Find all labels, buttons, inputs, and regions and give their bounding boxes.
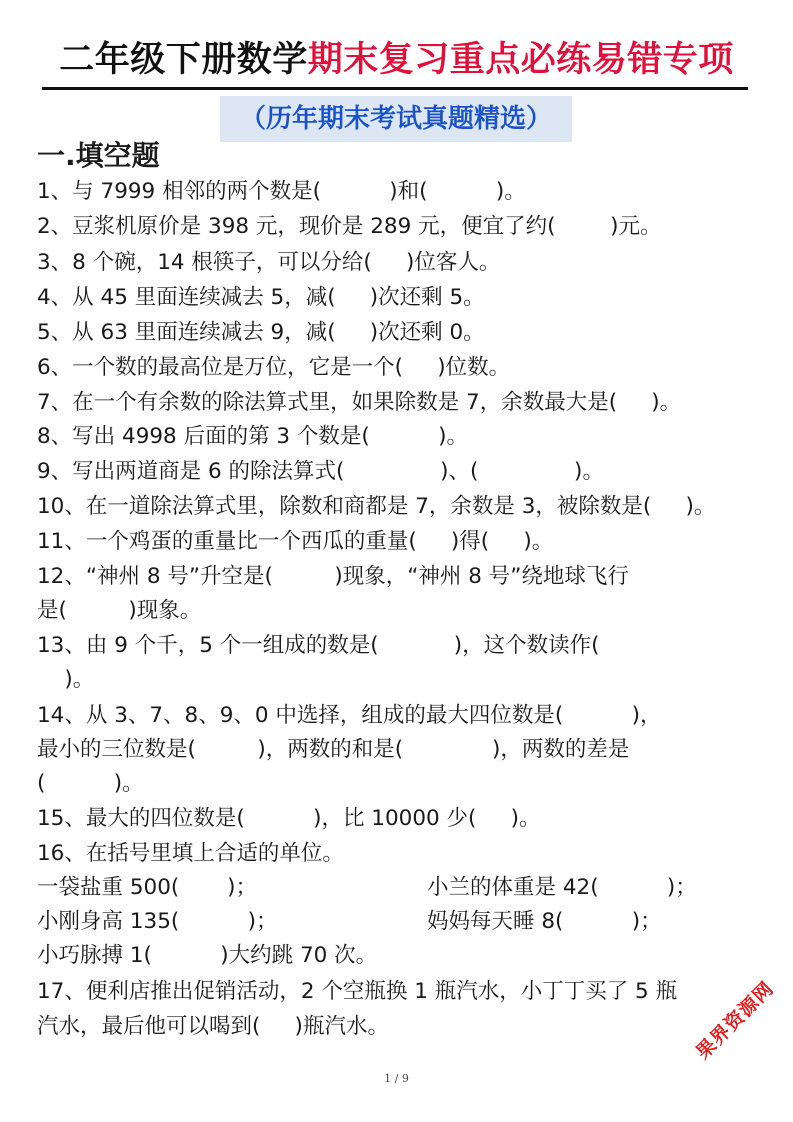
question-line: 是( )现象。 [37, 598, 202, 623]
page-number: 1 / 9 [384, 1072, 409, 1085]
title-underline [42, 87, 748, 90]
question-line: 一袋盐重 500( )； [37, 875, 257, 900]
document-title [0, 38, 793, 82]
question-line: 9、写出两道商是 6 的除法算式( )、( )。 [37, 459, 604, 484]
question-line: ( )。 [37, 771, 144, 796]
watermark: 果界资源网 [691, 977, 779, 1064]
question-line: 2、豆浆机原价是 398 元，现价是 289 元，便宜了约( )元。 [37, 214, 662, 239]
question-line: 最小的三位数是( )，两数的和是( )，两数的差是 [37, 737, 630, 762]
question-line: )。 [37, 667, 95, 692]
title-part-red: 期末复习重点必练易错专项 [307, 40, 734, 80]
question-line-col2: 小兰的体重是 42( )； [427, 875, 697, 900]
question-line-col2: 妈妈每天睡 8( )； [427, 909, 662, 934]
section-heading: 一.填空题 [37, 139, 160, 172]
question-line: 小刚身高 135( )； [37, 909, 278, 934]
question-line: 13、由 9 个千，5 个一组成的数是( )，这个数读作( [37, 633, 600, 658]
question-line: 1、与 7999 相邻的两个数是( )和( )。 [37, 179, 526, 204]
question-line: 小巧脉搏 1( )大约跳 70 次。 [37, 943, 378, 968]
question-line: 5、从 63 里面连续减去 9，减( )次还剩 0。 [37, 320, 485, 345]
question-line: 8、写出 4998 后面的第 3 个数是( )。 [37, 424, 469, 449]
question-line: 3、8 个碗，14 根筷子，可以分给( )位客人。 [37, 250, 501, 275]
subtitle-box [220, 96, 572, 142]
question-line: 汽水，最后他可以喝到( )瓶汽水。 [37, 1014, 389, 1039]
question-line: 15、最大的四位数是( )，比 10000 少( )。 [37, 806, 541, 831]
question-line: 7、在一个有余数的除法算式里，如果除数是 7，余数最大是( )。 [37, 390, 682, 415]
question-line: 11、一个鸡蛋的重量比一个西瓜的重量( )得( )。 [37, 529, 554, 554]
subtitle: （历年期末考试真题精选） [239, 104, 552, 134]
title-part-black: 二年级下册数学 [59, 40, 308, 80]
question-line: 6、一个数的最高位是万位，它是一个( )位数。 [37, 355, 511, 380]
question-line: 16、在括号里填上合适的单位。 [37, 841, 344, 866]
question-line: 17、便利店推出促销活动，2 个空瓶换 1 瓶汽水，小丁丁买了 5 瓶 [37, 979, 678, 1004]
question-line: 4、从 45 里面连续减去 5，减( )次还剩 5。 [37, 285, 485, 310]
question-line: 10、在一道除法算式里，除数和商都是 7，余数是 3，被除数是( )。 [37, 494, 716, 519]
question-line: 12、“神州 8 号”升空是( )现象，“神州 8 号”绕地球飞行 [37, 564, 629, 589]
question-line: 14、从 3、7、8、9、0 中选择，组成的最大四位数是( )， [37, 703, 662, 728]
